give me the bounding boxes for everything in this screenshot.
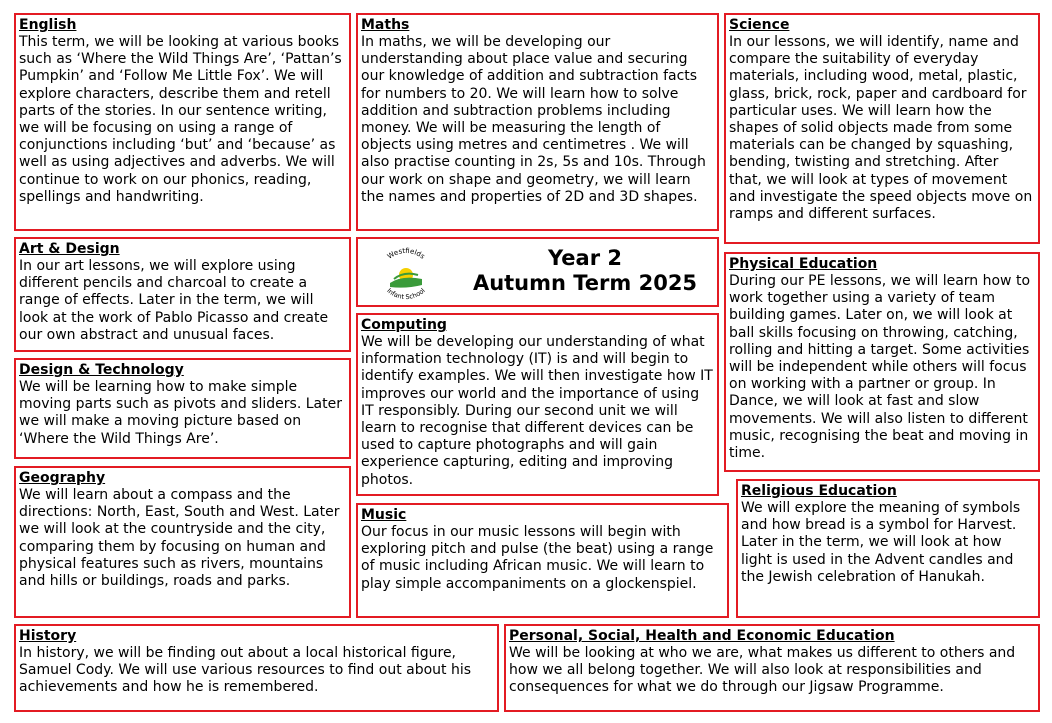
music-heading: Music [361,507,407,523]
english-heading: English [19,17,77,33]
computing-body: We will be developing our understanding of what information technology (IT) is and will begin to identify examples. We will then investigate how IT improves our world and the importance of using IT responsibly. During our second unit we will learn to recognise that different devices can be used to capture photographs and will gain experience capturing, editing and improving photos. [361,334,713,488]
pshe-panel [504,624,1040,712]
dt-body: We will be learning how to make simple moving parts such as pivots and sliders. Later we will make a moving picture based on ‘Where the Wild Things Are’. [19,379,342,447]
svg-text:Westfields [386,247,427,261]
computing-panel [356,313,719,496]
religious-education-panel [736,479,1040,618]
pe-body: During our PE lessons, we will learn how to work together using a variety of team building games. Later on, we will look at ball skills focusing on throwing, catching, rolling and hitting a target. Some activities will be independent while others will focus on working with a partner or group. In Dance, we will look at fast and slow movements. We will also listen to different music, recognising the beat and moving in time. [729,273,1031,462]
logo-bottom-text: Infant School [385,286,427,301]
geography-body: We will learn about a compass and the directions: North, East, South and West. Later we will look at the countryside and the city, comparing them by focusing on human and physical features such as rivers, mountains and hills or buildings, roads and parks. [19,487,340,590]
logo-top-text: Westfields [385,246,427,261]
title-term: Autumn Term 2025 [472,271,698,295]
art-design-heading: Art & Design [19,241,120,257]
dt-heading: Design & Technology [19,362,184,378]
english-panel [14,13,351,231]
re-heading: Religious Education [741,483,897,499]
computing-heading: Computing [361,317,447,333]
pshe-heading: Personal, Social, Health and Economic Education [509,628,895,644]
maths-heading: Maths [361,17,410,33]
history-panel [14,624,499,712]
history-heading: History [19,628,77,644]
maths-panel [356,13,719,231]
geography-panel [14,466,351,618]
science-body: In our lessons, we will identify, name and compare the suitability of everyday materials, including wood, metal, plastic, glass, brick, rock, paper and cardboard for particular uses. We will learn how the shapes of solid objects made from some materials can be changed by squashing, bending, twisting and stretching. After that, we will look at types of movement and investigate the speed objects move on ramps and different surfaces. [729,34,1033,223]
art-design-panel [14,237,351,352]
svg-text:Infant School [385,287,427,301]
design-technology-panel [14,358,351,459]
title-panel [356,237,719,307]
geography-heading: Geography [19,470,106,486]
physical-education-panel [724,252,1040,472]
science-panel [724,13,1040,244]
english-body: This term, we will be looking at various books such as ‘Where the Wild Things Are’, ‘Pattan’s Pumpkin’ and ‘Follow Me Little Fox’. We will explore characters, describe them and retell parts of the stories. In our sentence writing, we will be focusing on using a range of conjunctions including ‘but’ and ‘because’ as well as using adjectives and adverbs. We will continue to work on our phonics, reading, spellings and handwriting. [19,34,342,205]
art-design-body: In our art lessons, we will explore using different pencils and charcoal to create a range of effects. Later in the term, we will look at the work of Pablo Picasso and create our own abstract and unusual faces. [19,258,329,343]
science-heading: Science [729,17,790,33]
maths-body: In maths, we will be developing our understanding about place value and securing our knowledge of addition and subtraction facts for numbers to 20. We will learn how to solve addition and subtraction problems including money. We will be measuring the length of objects using metres and centimetres . We will also practise counting in 2s, 5s and 10s. Through our work on shape and geometry, we will learn the names and properties of 2D and 3D shapes. [361,34,706,205]
school-logo [372,245,440,301]
history-body: In history, we will be finding out about a local historical figure, Samuel Cody. We will use various resources to find out about his achievements and how he is remembered. [19,645,472,696]
pshe-body: We will be looking at who we are, what makes us different to others and how we all belong together. We will also look at responsibilities and consequences for what we do through our Jigsaw Programme. [509,645,1016,696]
music-body: Our focus in our music lessons will begin with exploring pitch and pulse (the beat) using a range of music including African music. We will learn to play simple accompaniments on a glockenspiel. [361,524,714,592]
re-body: We will explore the meaning of symbols and how bread is a symbol for Harvest. Later in the term, we will look at how light is used in the Advent candles and the Jewish celebration of Hanukah. [741,500,1021,585]
pe-heading: Physical Education [729,256,878,272]
title-year: Year 2 [548,246,622,270]
music-panel [356,503,729,618]
